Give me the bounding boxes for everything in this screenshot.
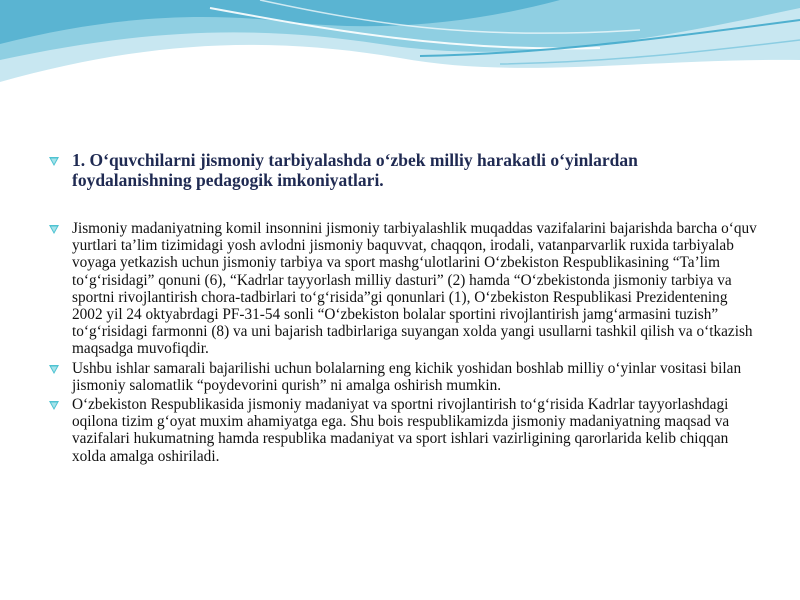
paragraph-text: Jismoniy madaniyatning komil insonnini jismoniy tarbiyalashlik muqaddas vazifalarini bajarishda barcha o‘quv yurtlari ta’lim tizimidagi yosh avlodni jismoniy baquvvat, chaqqon, irodali, vatanparvarlik ruxida tarbiyalab voyaga yetkazish uchun jismoniy tarbiya va sport mashg‘ulotlarini O‘zbekiston Respublikasining “Ta’lim to‘g‘risidagi” qonuni (6), “Kadrlar tayyorlash milliy dasturi” (2) hamda “O‘zbekistonda jismoniy tarbiya va sportni rivojlantirish chora-tadbirlari to‘g‘risida”gi qonunlari (1), O‘zbekiston Respublikasi Prezidentening 2002 yil 24 oktyabrdagi PF-31-54 sonli “O‘zbekiston bolalar sportini rivojlantirish jamg‘armasini tuzish” to‘g‘risidagi farmonni (8) va uni bajarish tadbirlariga suyangan xolda yangi usullarni tashkil qilish va o‘tkazish maqsadga muvofiqdir. <box>72 220 757 358</box>
bullet-icon <box>48 155 60 167</box>
paragraph-item <box>48 360 760 394</box>
header-wave-decoration <box>0 0 800 110</box>
bullet-icon <box>48 223 60 235</box>
slide-content <box>48 150 760 467</box>
paragraph-item <box>48 220 760 358</box>
paragraph-text: Ushbu ishlar samarali bajarilishi uchun bolalarning eng kichik yoshidan boshlab milliy o‘yinlar vositasi bilan jismoniy salomatlik “poydevorini qurish” ni amalga oshirish mumkin. <box>72 359 742 394</box>
heading-item <box>48 150 760 190</box>
paragraph-item <box>48 396 760 465</box>
bullet-icon <box>48 363 60 375</box>
paragraph-text: O‘zbekiston Respublikasida jismoniy madaniyat va sportni rivojlantirish to‘g‘risida Kadrlar tayyorlashdagi oqilona tizim g‘oyat muxim ahamiyatga ega. Shu bois respublikamizda jismoniy madaniyatning maqsad va vazifalari hukumatning hamda respublika madaniyat va sport ishlari vazirligining qarorlarida kelib chiqqan xolda amalga oshiriladi. <box>72 396 730 465</box>
bullet-icon <box>48 399 60 411</box>
slide-heading: 1. O‘quvchilarni jismoniy tarbiyalashda o‘zbek milliy harakatli o‘yinlardan foydalanishning pedagogik imkoniyatlari. <box>72 150 638 190</box>
